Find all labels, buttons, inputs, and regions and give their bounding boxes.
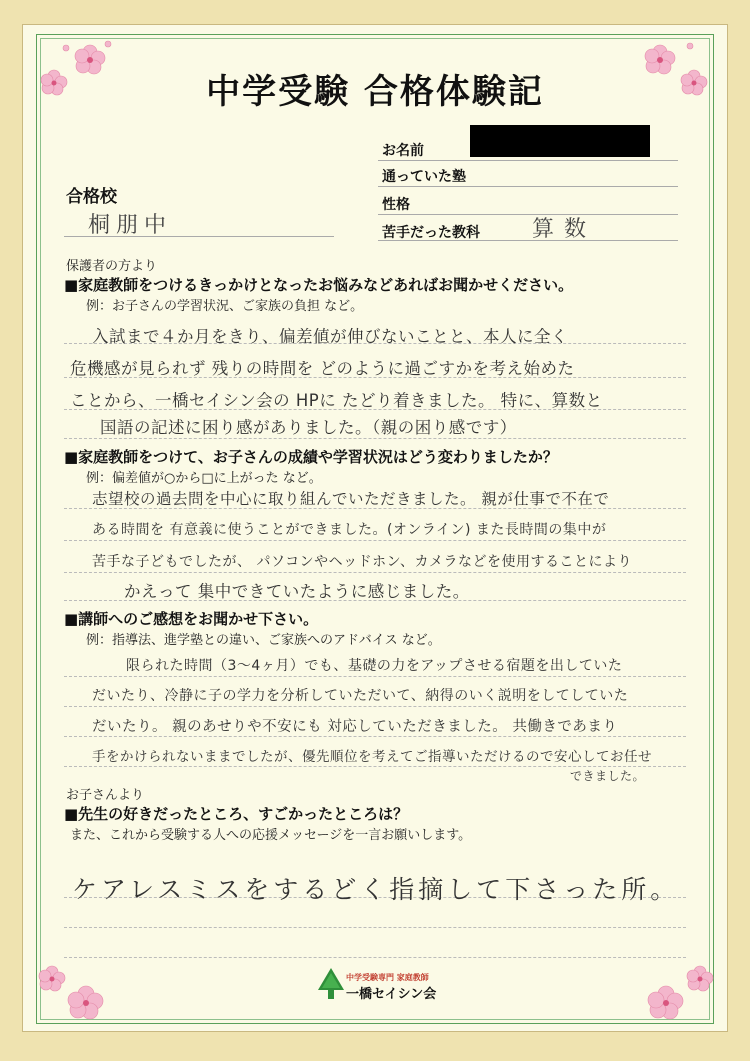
answer-3-line: 限られた時間（3～4ヶ月）でも、基礎の力をアップさせる宿題を出していた bbox=[126, 658, 623, 674]
personality-label: 性格 bbox=[382, 197, 410, 213]
answer-3-line: できました。 bbox=[570, 769, 646, 783]
child-section-heading: お子さんより bbox=[66, 788, 145, 803]
answer-1-line: 危機感が見られず 残りの時間を どのように過ごすかを考え始めた bbox=[70, 359, 575, 378]
juku-label: 通っていた塾 bbox=[382, 169, 466, 185]
answer-1-line: 入試まで４か月をきり、偏差値が伸びないことと、本人に全く bbox=[92, 327, 568, 346]
question-3: ■講師へのご感想をお聞かせ下さい。 bbox=[64, 610, 319, 628]
name-label: お名前 bbox=[382, 143, 424, 159]
question-4-sub: また、これから受験する人への応援メッセージを一言お願いします。 bbox=[70, 828, 472, 843]
answer-2-line: ある時間を 有意義に使うことができました。(オンライン) また長時間の集中が bbox=[92, 522, 607, 538]
question-4: ■先生の好きだったところ、すごかったところは？ bbox=[64, 805, 409, 823]
example-1: 例：お子さんの学習状況、ご家族の負担 など。 bbox=[86, 299, 364, 314]
school-value: 桐朋中 bbox=[88, 213, 173, 238]
ruled-line bbox=[64, 927, 686, 928]
answer-3-line: だいたり。 親のあせりや不安にも 対応していただきました。 共働きであまり bbox=[92, 719, 618, 735]
divider bbox=[378, 214, 678, 215]
divider bbox=[64, 236, 334, 237]
ruled-line bbox=[64, 540, 686, 541]
school-label: 合格校 bbox=[66, 187, 117, 207]
tree-logo-icon bbox=[318, 968, 344, 1000]
ruled-line bbox=[64, 572, 686, 573]
example-3: 例：指導法、進学塾との違い、ご家族へのアドバイス など。 bbox=[86, 633, 441, 648]
weak-subject-label: 苦手だった教科 bbox=[382, 225, 480, 241]
answer-1-line: 国語の記述に困り感がありました。（親の困り感です） bbox=[100, 418, 517, 437]
page-title: 中学受験 合格体験記 bbox=[206, 72, 544, 112]
ruled-line bbox=[64, 438, 686, 439]
logo-tagline: 中学受験専門 家庭教師 bbox=[346, 973, 429, 982]
divider bbox=[378, 240, 678, 241]
answer-1-line: ことから、一橋セイシン会の HPに たどり着きました。 特に、算数と bbox=[70, 391, 603, 410]
question-2: ■家庭教師をつけて、お子さんの成績や学習状況はどう変わりましたか？ bbox=[64, 448, 558, 466]
weak-subject-value: 算数 bbox=[532, 217, 597, 242]
divider bbox=[378, 160, 678, 161]
ruled-line bbox=[64, 676, 686, 677]
logo-name: 一橋セイシン会 bbox=[346, 987, 437, 1002]
answer-2-line: 志望校の過去問を中心に取り組んでいただきました。 親が仕事で不在で bbox=[92, 490, 610, 508]
example-2: 例：偏差値が○から□に上がった など。 bbox=[86, 471, 322, 486]
answer-3-line: だいたり、冷静に子の学力を分析していただいて、納得のいく説明をしてしていた bbox=[92, 688, 629, 704]
question-1: ■家庭教師をつけるきっかけとなったお悩みなどあればお聞かせください。 bbox=[64, 276, 574, 294]
parent-section-heading: 保護者の方より bbox=[66, 259, 158, 274]
ruled-line bbox=[64, 706, 686, 707]
answer-2-line: かえって 集中できていたように感じました。 bbox=[124, 582, 470, 601]
answer-4: ケアレスミスをするどく指摘して下さった所。 bbox=[72, 875, 680, 904]
divider bbox=[378, 186, 678, 187]
ruled-line bbox=[64, 736, 686, 737]
answer-3-line: 手をかけられないままでしたが、優先順位を考えてご指導いただけるので安心してお任せ bbox=[92, 749, 652, 765]
cherry-blossom-icon bbox=[634, 958, 714, 1022]
answer-2-line: 苦手な子どもでしたが、 パソコンやヘッドホン、カメラなどを使用することにより bbox=[92, 554, 633, 570]
cherry-blossom-icon bbox=[38, 958, 118, 1022]
name-redaction bbox=[470, 125, 650, 157]
ruled-line bbox=[64, 957, 686, 958]
